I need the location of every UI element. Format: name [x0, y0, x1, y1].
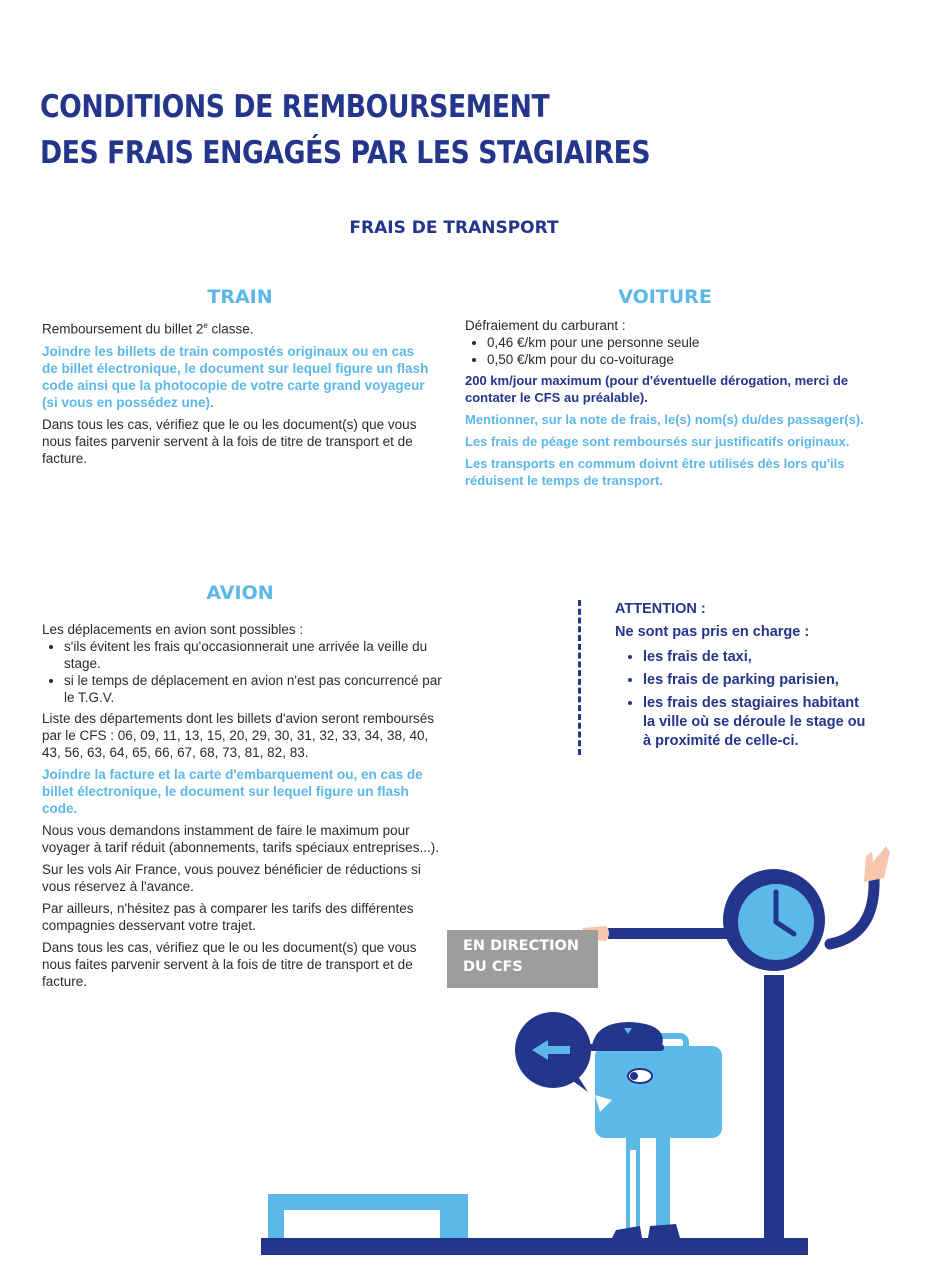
voiture-intro: Défraiement du carburant : — [465, 318, 626, 333]
train-note: Dans tous les cas, vérifiez que le ou les document(s) que vous nous faites parvenir servent à la fois de titre de transport et de facture. — [42, 416, 417, 466]
train-intro-text: Remboursement du billet 2 — [42, 321, 204, 337]
direction-sign — [447, 930, 598, 988]
train-intro-sup: e — [203, 321, 208, 330]
avion-paragraph-4: Dans tous les cas, vérifiez que le ou les document(s) que vous nous faites parvenir servent à la fois de titre de transport et de facture. — [42, 940, 417, 989]
list-item: • s'ils évitent les frais qu'occasionnerait une arrivée la veille du stage. — [64, 638, 447, 672]
voiture-heading: VOITURE — [618, 286, 712, 308]
train-heading: TRAIN — [207, 286, 273, 308]
left-arrow-icon — [515, 1012, 591, 1092]
character — [588, 1022, 722, 1238]
train-intro-end: classe. — [207, 321, 254, 337]
train-highlight-end: . — [210, 394, 214, 410]
title-line-1: CONDITIONS DE REMBOURSEMENT — [40, 89, 550, 125]
list-item: • si le temps de déplacement en avion n'est pas concurrencé par le T.G.V. — [64, 672, 447, 706]
platform-inner — [284, 1210, 440, 1240]
avion-paragraph-3: Par ailleurs, n'hésitez pas à comparer les tarifs des différentes compagnies desservant votre trajet. — [42, 901, 414, 933]
attention-label: ATTENTION : — [615, 601, 706, 617]
attention-subtitle: Ne sont pas pris en charge : — [615, 624, 810, 640]
clock-icon — [723, 869, 825, 971]
avion-highlight: Joindre la facture et la carte d'embarquement ou, en cas de billet électronique, le document sur lequel figure un flash code. — [42, 767, 423, 816]
list-item: • 0,46 €/km pour une personne seule — [487, 334, 865, 351]
avion-heading: AVION — [206, 582, 274, 604]
left-arm — [608, 928, 728, 939]
avion-paragraph-1: Nous vous demandons instamment de faire le maximum pour voyager à tarif réduit (abonnements, tarifs spéciaux entreprises...). — [42, 823, 439, 855]
sign-line-1: EN DIRECTION — [463, 938, 579, 954]
right-hand — [864, 846, 890, 882]
list-item: • 0,50 €/km pour du co-voiturage — [487, 351, 865, 368]
voiture-highlight-1: Mentionner, sur la note de frais, le(s) nom(s) du/des passager(s). — [465, 412, 864, 427]
pole — [764, 975, 784, 1240]
sign-line-2: DU CFS — [463, 959, 523, 975]
train-highlight-text: Joindre les billets de train compostés originaux ou en cas de billet électronique, le document sur lequel figure un flash code ainsi que la photocopie de votre carte grand voyageur (si vous en possédez une) — [42, 343, 429, 410]
right-arm — [830, 878, 874, 944]
list-item: • les frais de taxi, — [643, 648, 875, 667]
list-item: • les frais de parking parisien, — [643, 671, 875, 690]
voiture-highlight-3: Les transports en commum doivnt être utilisés dès lors qu'ils réduisent le temps de transport. — [465, 456, 845, 488]
voiture-max: 200 km/jour maximum (pour d'éventuelle dérogation, merci de contater le CFS au préalable). — [465, 373, 849, 405]
ground-bar — [261, 1238, 808, 1255]
list-item: • les frais des stagiaires habitant la ville où se déroule le stage ou à proximité de celle-ci. — [643, 694, 875, 751]
avion-intro: Les déplacements en avion sont possibles : — [42, 622, 304, 637]
avion-departments: Liste des départements dont les billets d'avion seront remboursés par le CFS : 06, 09, 11, 13, 15, 20, 29, 30, 31, 32, 33, 34, 38, 40, 43, 56, 63, 64, 65, 66, 67, 68, 73, 81, 82, 83. — [42, 711, 435, 760]
title-line-2: DES FRAIS ENGAGÉS PAR LES STAGIAIRES — [40, 135, 651, 171]
avion-paragraph-2: Sur les vols Air France, vous pouvez bénéficier de réductions si vous réservez à l'avance. — [42, 862, 421, 894]
section-subtitle: FRAIS DE TRANSPORT — [349, 218, 559, 238]
voiture-highlight-2: Les frais de péage sont remboursés sur justificatifs originaux. — [465, 434, 850, 449]
